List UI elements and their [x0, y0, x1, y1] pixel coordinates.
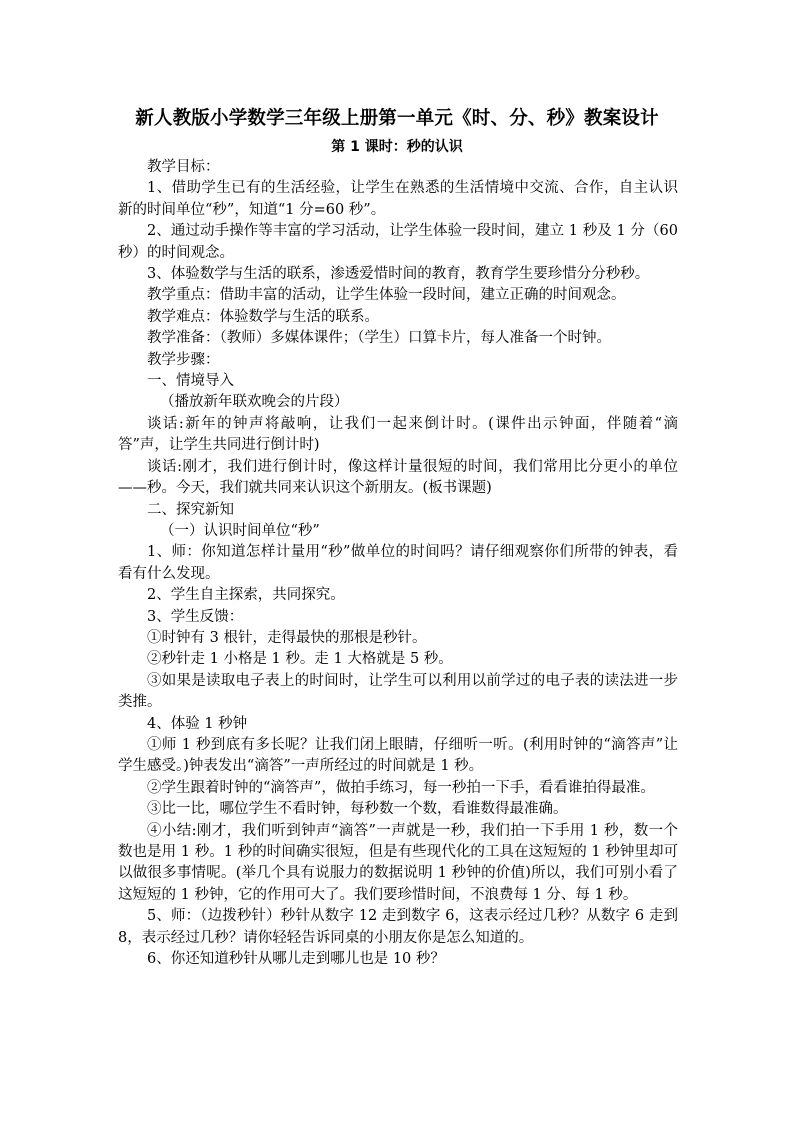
paragraph-summary: ④小结:刚才，我们听到钟声“滴答”一声就是一秒，我们拍一下手用 1 秒，数一个数也是用 1 秒。1 秒的时间确实很短，但是有些现代化的工具在这短短的 1 秒钟里却可以做很多事情呢。(举几个具有说服力的数据说明 1 秒钟的价值)所以，我们可别小看了这短短的 1 秒钟，它的作用可大了。我们要珍惜时间，不浪费每 1 分、每 1 秒。	[118, 822, 678, 903]
paragraph-feedback-1: ①时钟有 3 根针，走得最快的那根是秒针。	[147, 629, 427, 646]
paragraph-steps-heading: 教学步骤：	[147, 351, 220, 368]
paragraph-difficulty: 教学难点：体验数学与生活的联系。	[147, 308, 379, 325]
document-title: 新人教版小学数学三年级上册第一单元《时、分、秒》教案设计	[135, 108, 659, 129]
paragraph-feedback-2: ②秒针走 1 小格是 1 秒。走 1 大格就是 5 秒。	[147, 651, 453, 668]
paragraph-key-point: 教学重点：借助丰富的活动，让学生体验一段时间，建立正确的时间观念。	[147, 287, 626, 304]
paragraph-talk-2: 谈话:刚才，我们进行倒计时，像这样计量很短的时间，我们常用比分更小的单位——秒。今天，我们就共同来认识这个新朋友。(板书课题)	[118, 458, 678, 497]
paragraph-objective-3: 3、体验数学与生活的联系，渗透爱惜时间的教育，教育学生要珍惜分分秒秒。	[147, 266, 650, 283]
paragraph-experience-1: ①师 1 秒到底有多长呢？让我们闭上眼睛，仔细听一听。(利用时钟的“滴答声”让学生感受。)钟表发出“滴答”一声所经过的时间就是 1 秒。	[118, 736, 678, 775]
paragraph-objective-2: 2、通过动手操作等丰富的学习活动，让学生体验一段时间，建立 1 秒及 1 分（60 秒）的时间观念。	[118, 223, 678, 261]
paragraph-talk-1: 谈话:新年的钟声将敲响，让我们一起来倒计时。(课件出示钟面，伴随着“滴答”声，让学生共同进行倒计时)	[118, 415, 678, 454]
paragraph-step-4: 4、体验 1 秒钟	[147, 715, 248, 732]
lesson-subtitle: 第 1 课时：秒的认识	[331, 139, 463, 155]
paragraph-experience-3: ③比一比，哪位学生不看时钟，每秒数一个数，看谁数得最准确。	[147, 801, 568, 818]
subsection-heading-second: （一）认识时间单位“秒”	[160, 522, 320, 539]
paragraph-preparation: 教学准备：（教师）多媒体课件；（学生）口算卡片，每人准备一个时钟。	[147, 330, 611, 347]
paragraph-step-3: 3、学生反馈：	[147, 608, 244, 625]
paragraph-step-1: 1、师：你知道怎样计量用“秒”做单位的时间吗？请仔细观察你们所带的钟表，看看有什么发现。	[118, 544, 678, 582]
paragraph-feedback-3: ③如果是读取电子表上的时间时，让学生可以利用以前学过的电子表的读法进一步类推。	[118, 672, 678, 711]
paragraph-experience-2: ②学生跟着时钟的“滴答声”，做拍手练习，每一秒拍一下手，看看谁拍得最准。	[147, 779, 655, 796]
paragraph-step-2: 2、学生自主探索，共同探究。	[147, 587, 345, 604]
paragraph-step-5: 5、师：（边拨秒针）秒针从数字 12 走到数字 6，这表示经过几秒？从数字 6 走到 8，表示经过几秒？请你轻轻告诉同桌的小朋友你是怎么知道的。	[118, 908, 678, 946]
paragraph-objective-1: 1、借助学生已有的生活经验，让学生在熟悉的生活情境中交流、合作，自主认识新的时间单位“秒”，知道“1 分=60 秒”。	[118, 180, 678, 218]
paragraph-video-note: （播放新年联欢晚会的片段）	[160, 394, 349, 411]
section-heading-intro: 一、情境导入	[147, 373, 234, 390]
section-heading-explore: 二、探究新知	[147, 501, 234, 518]
document-body	[118, 157, 678, 970]
paragraph-objectives-heading: 教学目标：	[147, 159, 220, 175]
paragraph-step-6: 6、你还知道秒针从哪儿走到哪儿也是 10 秒？	[147, 951, 445, 968]
